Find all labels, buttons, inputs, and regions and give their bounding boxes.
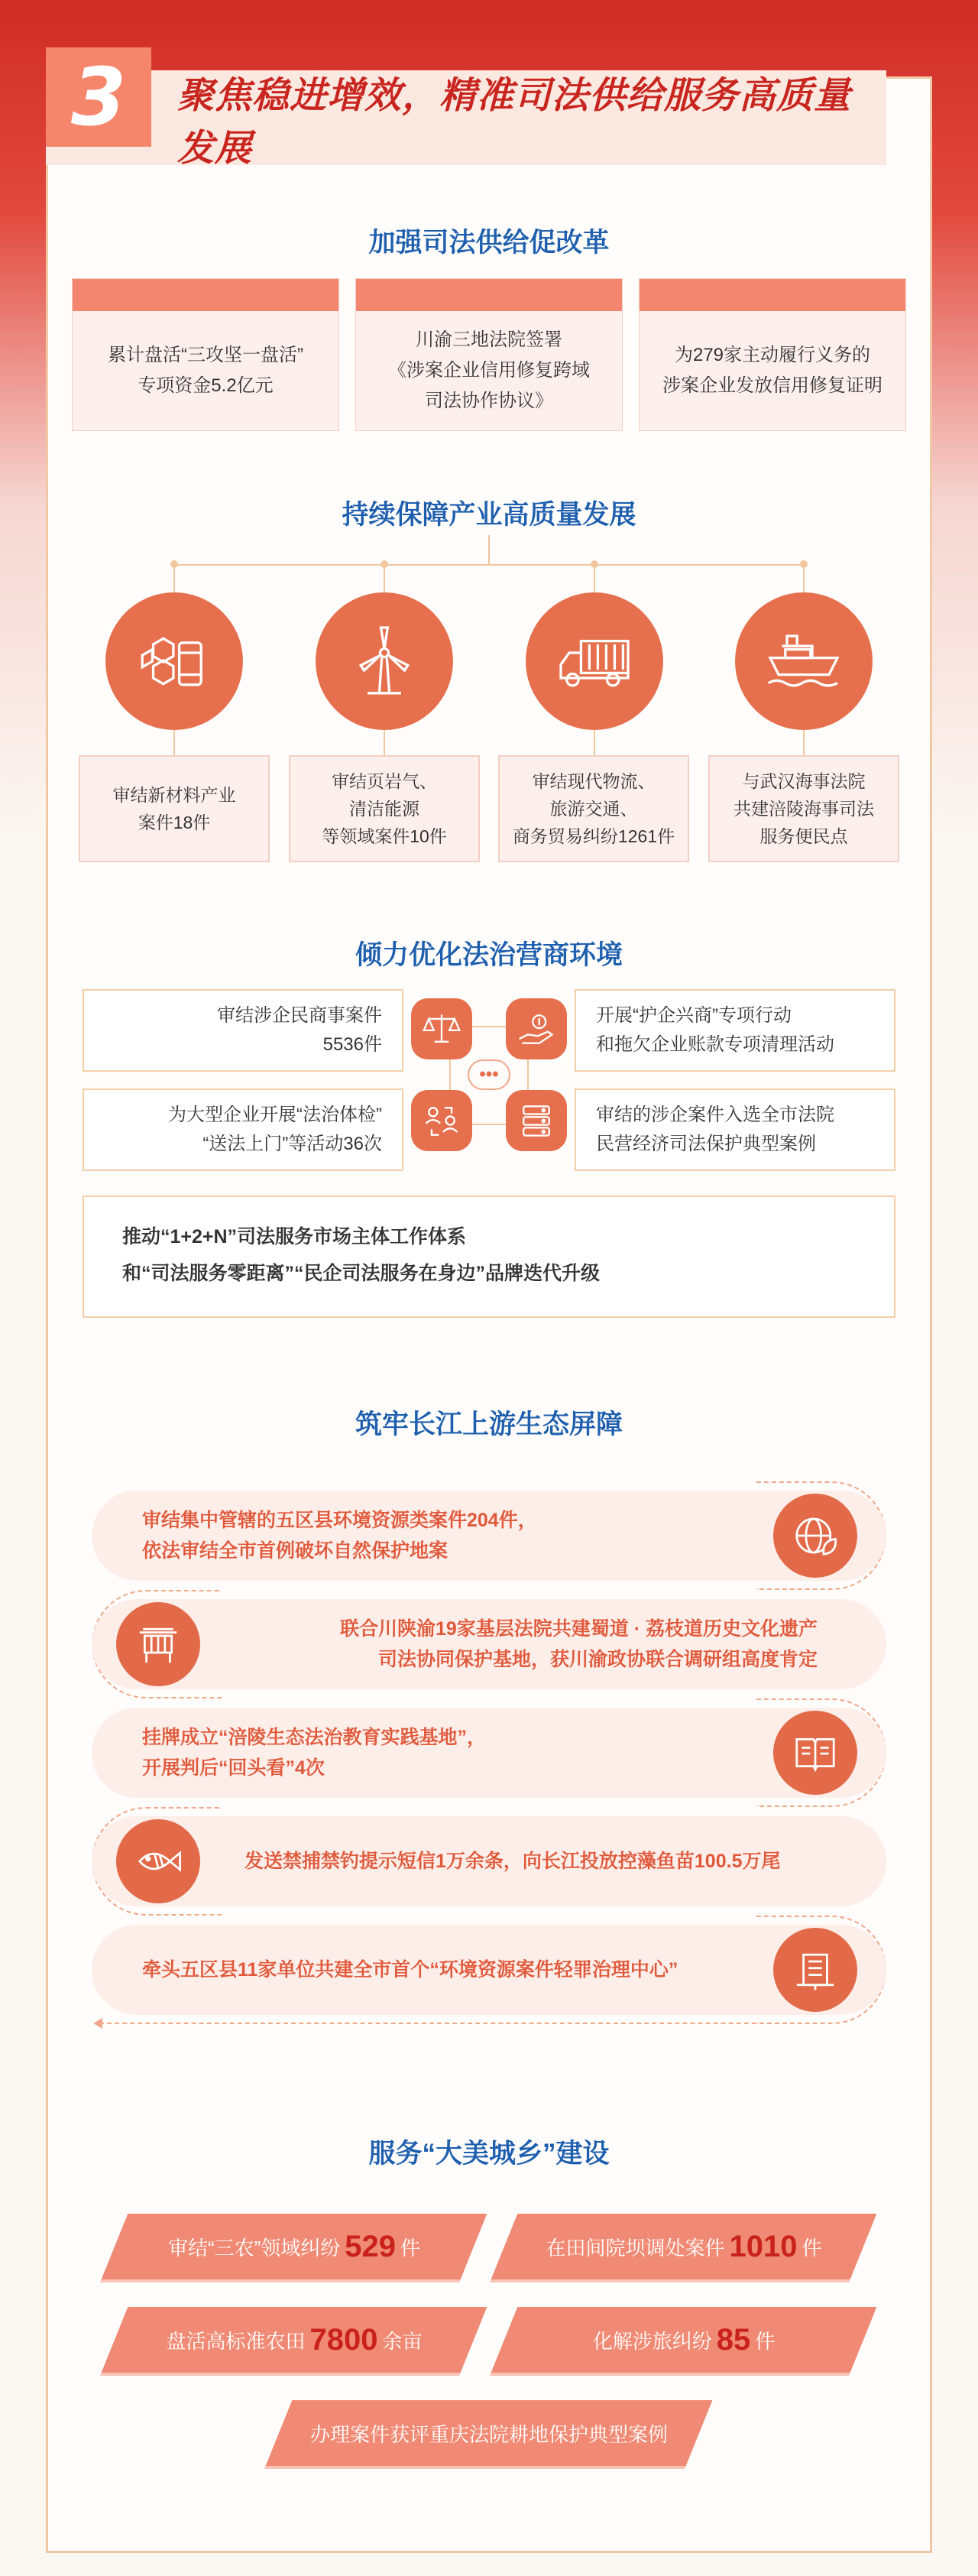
ecology-item-text: 联合川陕渝19家基层法院共建蜀道 · 荔枝道历史文化遗产 司法协同保护基地，获川渝政协联合调研组高度肯定: [339, 1618, 818, 1670]
ecology-item-3: [92, 1708, 886, 1798]
reform-item-cap: [73, 279, 338, 311]
rural-item-label: 化解涉旅纠纷: [592, 2329, 712, 2353]
connector-line: [594, 566, 595, 592]
connector-line: [594, 730, 595, 755]
rural-item-label: 在田间院坝调处案件: [546, 2236, 725, 2260]
ecology-item-text: 审结集中管辖的五区县环境资源类案件204件， 依法审结全市首例破坏自然保护地案: [142, 1510, 537, 1562]
section4-title: 筑牢长江上游生态屏障: [355, 1410, 623, 1439]
rural-item-unit: 件: [802, 2236, 822, 2260]
reform-item-1: [72, 278, 339, 431]
arrow-left-icon: [93, 2018, 102, 2029]
business-item-1: [83, 989, 403, 1072]
connector-line: [488, 535, 490, 564]
rural-item-label: 盘活高标准农田: [166, 2329, 306, 2353]
rural-item-unit: 件: [755, 2329, 776, 2353]
industry-item-text: 审结现代物流、 旅游交通、 商务贸易纠纷1261件: [512, 771, 675, 846]
more-dots-icon: •••: [468, 1059, 510, 1090]
reform-item-3: [639, 278, 906, 431]
business-item-2: [575, 989, 895, 1072]
ecology-item-text: 挂牌成立“涪陵生态法治教育实践基地”， 开展判后“回头看”4次: [142, 1727, 487, 1779]
rural-item-number: 1010: [729, 2229, 798, 2263]
rural-item-3: [102, 2307, 487, 2373]
connector-line: [803, 566, 805, 592]
business-item-4: [575, 1088, 895, 1171]
industry-item-3: [498, 755, 689, 862]
ecology-item-1: [92, 1491, 886, 1581]
rural-item-unit: 余亩: [382, 2329, 423, 2353]
new-material-icon: [105, 592, 243, 730]
reform-item-text: 累计盘活“三攻坚一盘活” 专项资金5.2亿元: [108, 345, 303, 396]
rural-item-label: 审结“三农”领域纠纷: [167, 2236, 341, 2260]
business-item-text: 审结涉企民商事案件 5536件: [217, 1005, 382, 1055]
service-system-line-1: 推动“1+2+N”司法服务市场主体工作体系: [122, 1226, 467, 1247]
reform-item-cap: [356, 279, 622, 311]
industry-item-text: 审结新材料产业 案件18件: [112, 785, 236, 832]
section3-title: 倾力优化法治营商环境: [355, 940, 623, 970]
connector-line: [384, 730, 385, 755]
rural-item-unit: 件: [400, 2236, 421, 2260]
connector-line: [173, 730, 175, 755]
reform-item-2: [355, 278, 623, 431]
rural-item-2: [491, 2214, 877, 2279]
section5-title: 服务“大美城乡”建设: [368, 2139, 610, 2169]
reform-item-cap: [640, 279, 905, 311]
business-item-text: 审结的涉企案件入选全市法院 民营经济司法保护典型案例: [596, 1105, 834, 1154]
people-exchange-icon: [411, 1090, 472, 1151]
truck-icon: [526, 592, 663, 730]
fish-icon: [116, 1819, 200, 1903]
industry-item-4: [708, 755, 899, 862]
service-system-line-2: 和“司法服务零距离”“民企司法服务在身边”品牌迭代升级: [122, 1263, 601, 1284]
heritage-gate-icon: [116, 1602, 200, 1686]
connector-line: [384, 566, 385, 592]
rural-item-number: 7800: [309, 2322, 378, 2357]
industry-item-text: 审结页岩气、 清洁能源 等领域案件10件: [322, 771, 447, 846]
page-title: 聚焦稳进增效，精准司法供给服务高质量发展: [177, 76, 852, 169]
connector-line: [803, 730, 805, 755]
section2-title: 持续保障产业高质量发展: [342, 500, 636, 530]
server-stack-icon: [506, 1090, 567, 1151]
business-item-3: [83, 1088, 403, 1171]
business-item-text: 为大型企业开展“法治体检” “送法上门”等活动36次: [168, 1105, 382, 1154]
ship-icon: [735, 592, 873, 730]
globe-leaf-icon: [773, 1494, 857, 1578]
helping-hand-icon: [506, 998, 567, 1059]
section1-title: 加强司法供给促改革: [368, 228, 610, 258]
ecology-item-4: [92, 1816, 886, 1906]
rural-item-4: [491, 2307, 877, 2373]
building-icon: [773, 1928, 857, 2012]
rural-item-label: 办理案件获评重庆法院耕地保护典型案例: [309, 2422, 668, 2446]
wind-turbine-icon: [316, 592, 453, 730]
connector-line: [173, 566, 175, 592]
book-icon: [773, 1711, 857, 1795]
ecology-item-text: 发送禁捕禁钓提示短信1万余条，向长江投放控藻鱼苗100.5万尾: [244, 1851, 781, 1872]
service-system-box: [83, 1196, 895, 1318]
rural-item-number: 529: [345, 2229, 397, 2263]
connector-line: [174, 564, 804, 566]
rural-item-number: 85: [716, 2322, 751, 2357]
industry-item-2: [289, 755, 480, 862]
reform-item-text: 川渝三地法院签署 《涉案企业信用修复跨域 司法协作协议》: [388, 329, 590, 411]
scales-icon: [411, 998, 472, 1059]
ecology-item-2: [92, 1599, 886, 1689]
reform-item-text: 为279家主动履行义务的 涉案企业发放信用修复证明: [662, 345, 882, 396]
industry-item-text: 与武汉海事法院 共建涪陵海事司法 服务便民点: [734, 771, 874, 846]
ecology-item-text: 牵头五区县11家单位共建全市首个“环境资源案件轻罪治理中心”: [142, 1959, 678, 1981]
dashed-connector: [99, 2023, 787, 2024]
rural-item-5: [266, 2400, 713, 2466]
section-number-badge: 3: [46, 47, 151, 147]
ecology-item-5: [92, 1925, 886, 2015]
business-item-text: 开展“护企兴商”专项行动 和拖欠企业账款专项清理活动: [596, 1005, 834, 1055]
rural-item-1: [102, 2214, 487, 2279]
industry-item-1: [79, 755, 270, 862]
